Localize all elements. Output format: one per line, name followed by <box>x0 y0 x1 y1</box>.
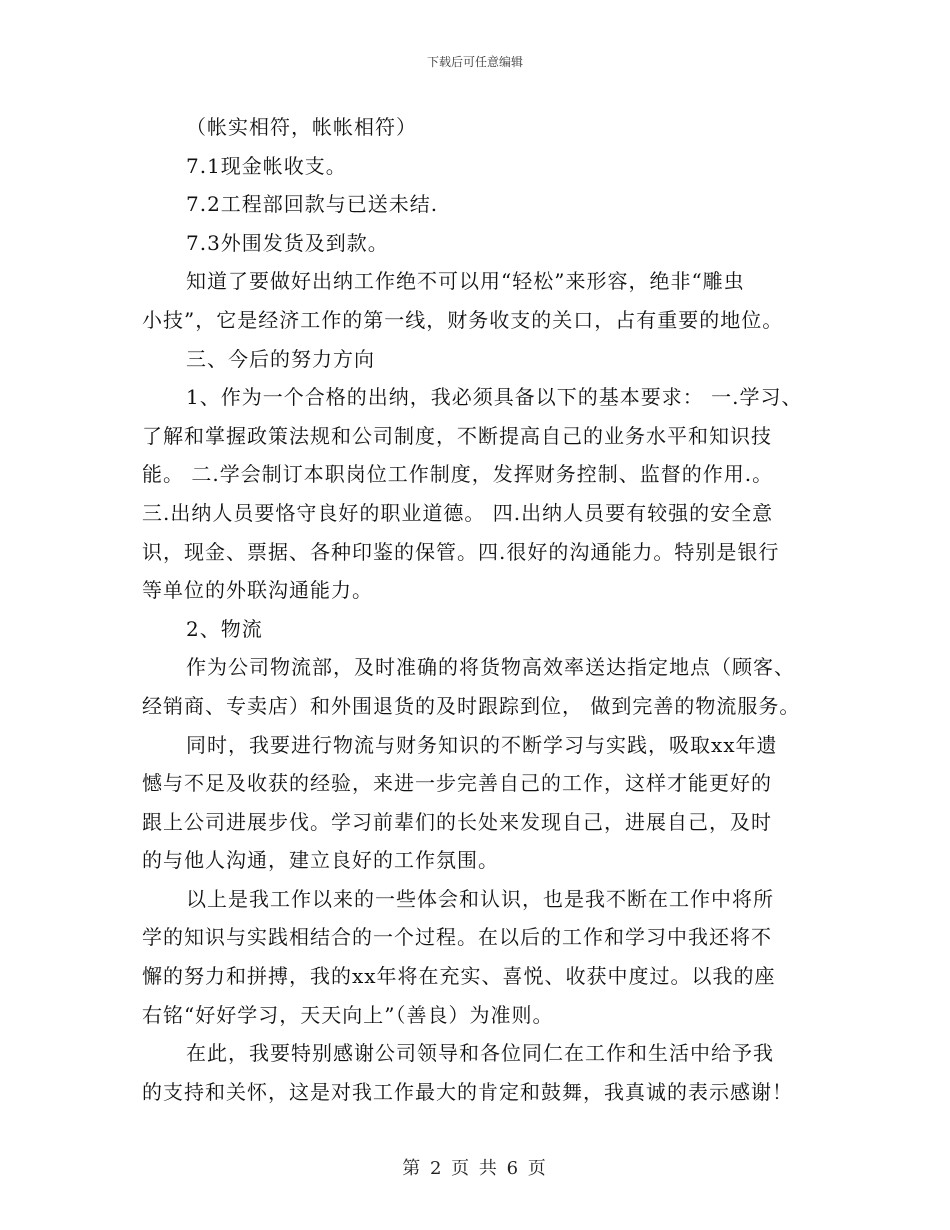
document-body <box>142 108 812 1111</box>
text-line: 7.1现金帐收支。 <box>186 153 347 178</box>
text-line: 在此，我要特别感谢公司领导和各位同仁在工作和生活中给予我 <box>186 1041 774 1066</box>
text-line: 经销商、专卖店）和外围退货的及时跟踪到位， 做到完善的物流服务。 <box>142 693 801 718</box>
text-line: 作为公司物流部，及时准确的将货物高效率送达指定地点（顾客、 <box>186 655 795 680</box>
section-heading: 三、今后的努力方向 <box>186 346 375 371</box>
text-line: 7.3外围发货及到款。 <box>186 230 389 255</box>
text-line: 能。 二.学会制订本职岗位工作制度，发挥财务控制、监督的作用.。 <box>142 462 774 487</box>
text-line: 知道了要做好出纳工作绝不可以用“轻松”来形容，绝非“雕虫 <box>186 269 745 294</box>
text-line: 憾与不足及收获的经验，来进一步完善自己的工作，这样才能更好的 <box>142 771 772 796</box>
text-line: 小技”，它是经济工作的第一线，财务收支的关口，占有重要的地位。 <box>142 307 784 332</box>
subsection-heading: 2、物流 <box>186 616 263 641</box>
text-line: 三.出纳人员要恪守良好的职业道德。 四.出纳人员要有较强的安全意 <box>142 500 774 525</box>
text-line: 同时，我要进行物流与财务知识的不断学习与实践，吸取xx年遗 <box>186 732 778 757</box>
text-line: 懈的努力和拼搏，我的xx年将在充实、喜悦、收获中度过。以我的座 <box>142 964 776 989</box>
text-line: 的与他人沟通，建立良好的工作氛围。 <box>142 848 499 873</box>
text-line: 1、作为一个合格的出纳，我必须具备以下的基本要求： 一.学习、 <box>186 385 803 410</box>
text-line: 学的知识与实践相结合的一个过程。在以后的工作和学习中我还将不 <box>142 925 772 950</box>
text-line: 跟上公司进展步伐。学习前辈们的长处来发现自己，进展自己，及时 <box>142 809 772 834</box>
page-header-note: 下载后可任意编辑 <box>426 55 523 69</box>
text-line: 等单位的外联沟通能力。 <box>142 578 373 603</box>
text-line: 右铭“好好学习，天天向上”（善良）为准则。 <box>142 1002 554 1027</box>
text-line: （帐实相符，帐帐相符） <box>186 115 417 139</box>
page-number: 第 2 页 共 6 页 <box>402 1158 548 1179</box>
text-line: 识，现金、票据、各种印鉴的保管。四.很好的沟通能力。特别是银行 <box>142 539 780 564</box>
text-line: 了解和掌握政策法规和公司制度，不断提高自己的业务水平和知识技 <box>142 423 772 448</box>
text-line: 的支持和关怀，这是对我工作最大的肯定和鼓舞，我真诚的表示感谢！ <box>142 1079 793 1104</box>
text-line: 以上是我工作以来的一些体会和认识，也是我不断在工作中将所 <box>186 886 774 911</box>
text-line: 7.2工程部回款与已送未结. <box>186 192 439 217</box>
